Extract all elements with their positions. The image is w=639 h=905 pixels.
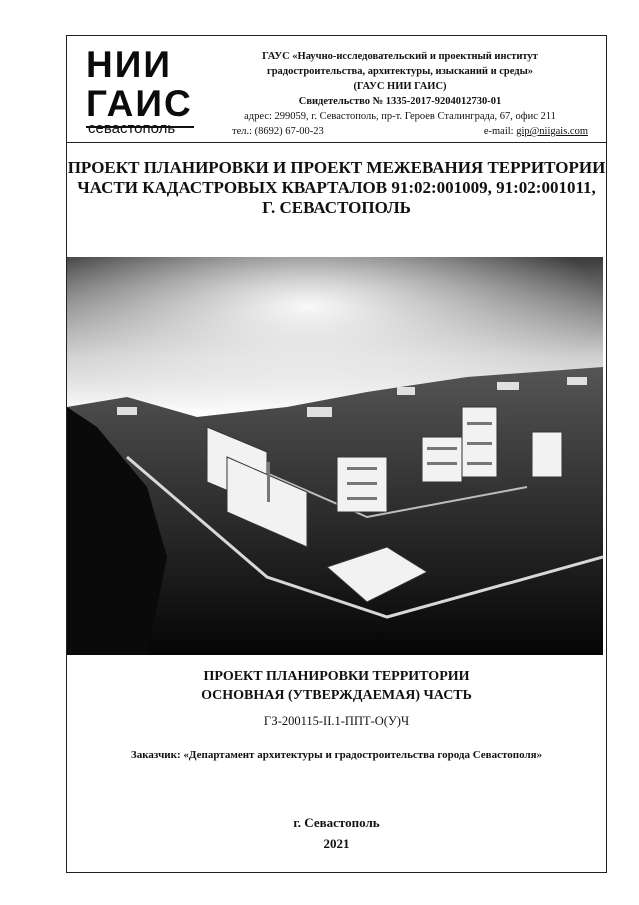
org-name-line2: градостроительства, архитектуры, изысканий и среды» xyxy=(266,66,534,77)
title-line3: Г. СЕВАСТОПОЛЬ xyxy=(262,198,411,217)
client-line: Заказчик: «Департамент архитектуры и градостроительства города Севастополя» xyxy=(130,749,543,761)
org-name-line1: ГАУС «Научно-исследовательский и проектный институт xyxy=(262,51,538,62)
org-address: адрес: 299059, г. Севастополь, пр-т. Героев Сталинграда, 67, офис 211 xyxy=(244,111,556,122)
org-abbreviation: (ГАУС НИИ ГАИС) xyxy=(353,81,447,92)
institute-logo xyxy=(86,44,194,136)
city-name: г. Севастополь xyxy=(293,815,380,830)
aerial-city-photo xyxy=(67,257,603,655)
header-divider xyxy=(66,142,607,143)
subtitle-line2: ОСНОВНАЯ (УТВЕРЖДАЕМАЯ) ЧАСТЬ xyxy=(201,688,472,703)
subtitle-line1: ПРОЕКТ ПЛАНИРОВКИ ТЕРРИТОРИИ xyxy=(203,669,470,684)
logo-city: севастополь xyxy=(88,120,176,137)
document-subtitle xyxy=(66,667,607,705)
title-line2: ЧАСТИ КАДАСТРОВЫХ КВАРТАЛОВ 91:02:001009, 91:02:001011, xyxy=(77,178,596,197)
logo-text-line1: НИИ xyxy=(86,44,172,85)
org-certificate: Свидетельство № 1335-2017-9204012730-01 xyxy=(298,96,502,107)
document-code: ГЗ-200115-II.1-ППТ-О(У)Ч xyxy=(263,714,410,728)
org-email-wrap xyxy=(484,124,588,139)
org-phone: тел.: (8692) 67-00-23 xyxy=(232,126,324,137)
org-email-label: e-mail: xyxy=(483,126,514,137)
org-contacts xyxy=(200,124,600,139)
org-email-link[interactable]: gip@niigais.com xyxy=(516,126,588,137)
logo-text-line2: ГАИС xyxy=(86,83,193,124)
document-title xyxy=(66,158,607,218)
organization-block xyxy=(200,49,600,139)
title-line1: ПРОЕКТ ПЛАНИРОВКИ И ПРОЕКТ МЕЖЕВАНИЯ ТЕРРИТОРИИ xyxy=(67,158,606,177)
aerial-photo-illustration xyxy=(67,257,603,655)
document-year: 2021 xyxy=(323,836,350,851)
